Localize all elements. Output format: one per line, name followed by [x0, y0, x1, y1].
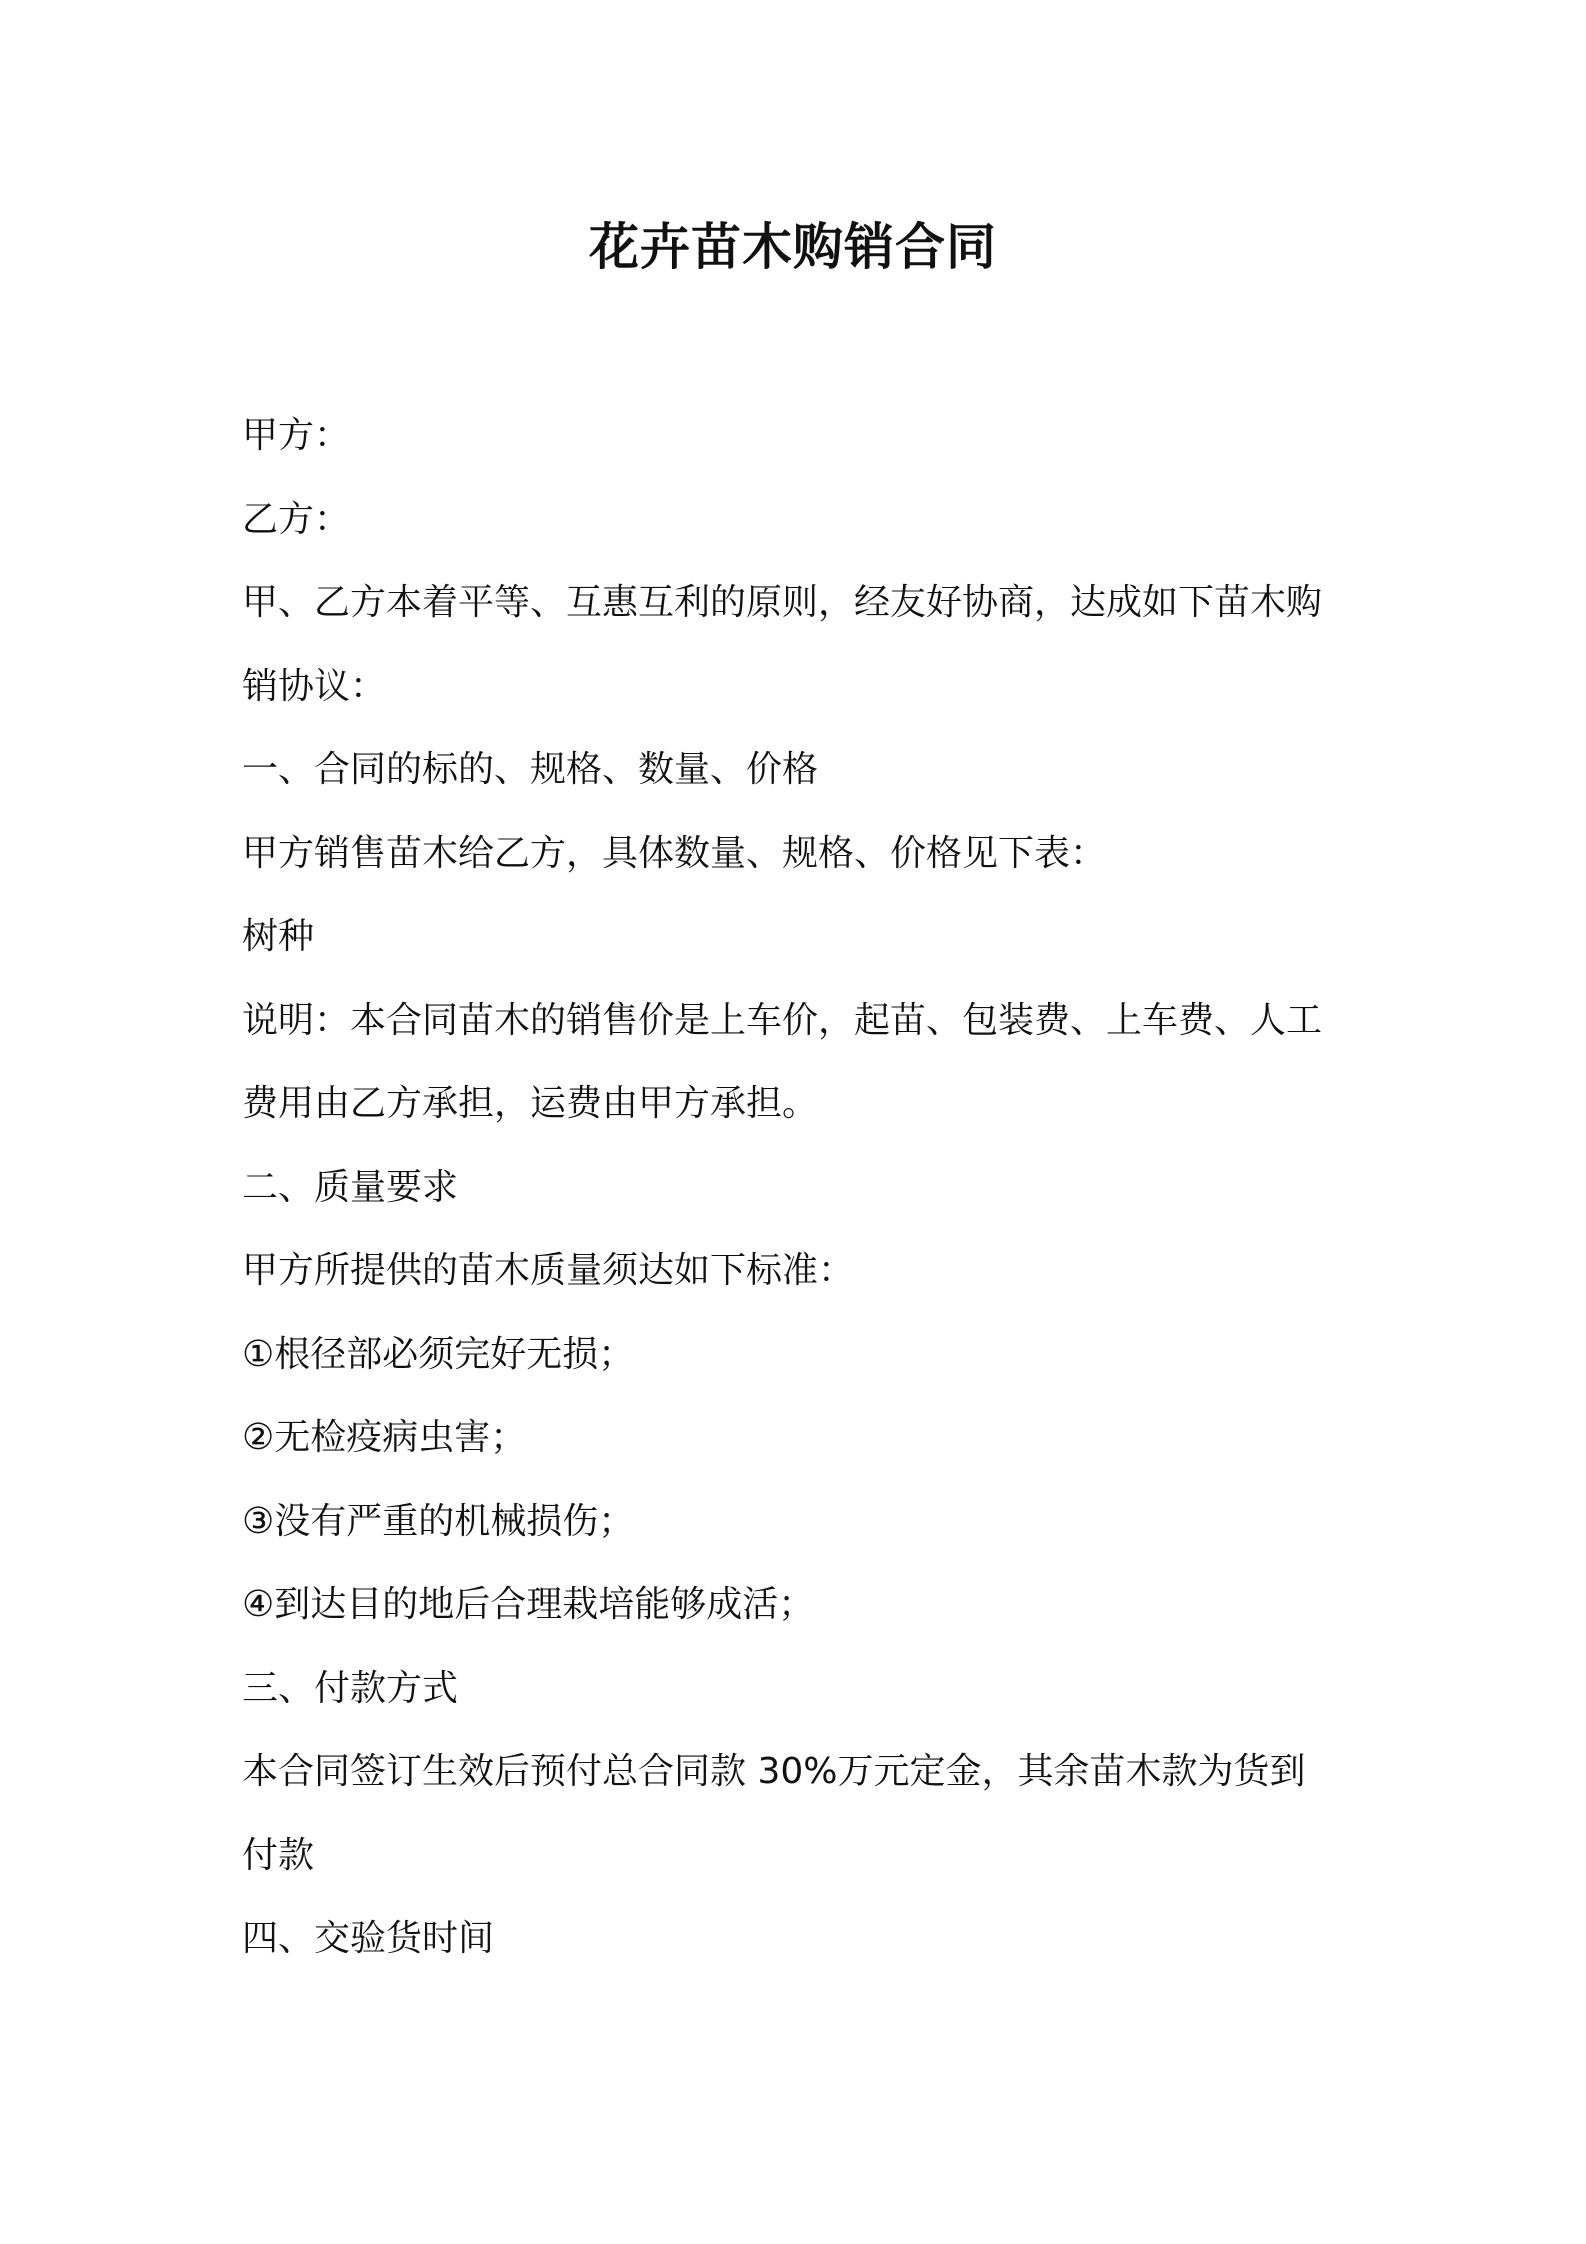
payment-line-1: 本合同签订生效后预付总合同款 30%万元定金，其余苗木款为货到	[242, 1751, 1306, 1792]
quality-item: ②无检疫病虫害；	[242, 1417, 527, 1458]
payment-line-2: 付款	[242, 1835, 315, 1876]
table-header-tree-species: 树种	[242, 916, 315, 957]
intro-paragraph-line-1: 甲、乙方本着平等、互惠互利的原则，经友好协商，达成如下苗木购	[242, 582, 1323, 623]
quality-item: ④到达目的地后合理栽培能够成活；	[242, 1584, 815, 1625]
section-4-heading: 四、交验货时间	[242, 1918, 495, 1959]
document-title: 花卉苗木购销合同	[589, 218, 997, 276]
section-3-heading: 三、付款方式	[242, 1668, 459, 1709]
note-line-2: 费用由乙方承担，运费由甲方承担。	[242, 1083, 819, 1124]
note-line-1: 说明：本合同苗木的销售价是上车价，起苗、包装费、上车费、人工	[242, 1000, 1323, 1041]
party-b-label: 乙方：	[242, 499, 351, 540]
section-2-heading: 二、质量要求	[242, 1167, 459, 1208]
section-1-text: 甲方销售苗木给乙方，具体数量、规格、价格见下表：	[242, 833, 1107, 874]
party-a-label: 甲方：	[242, 415, 351, 456]
quality-item: ③没有严重的机械损伤；	[242, 1501, 635, 1542]
intro-paragraph-line-2: 销协议：	[242, 666, 387, 707]
quality-item: ①根径部必须完好无损；	[242, 1334, 635, 1375]
section-1-heading: 一、合同的标的、规格、数量、价格	[242, 749, 819, 790]
section-2-text: 甲方所提供的苗木质量须达如下标准：	[242, 1250, 855, 1291]
